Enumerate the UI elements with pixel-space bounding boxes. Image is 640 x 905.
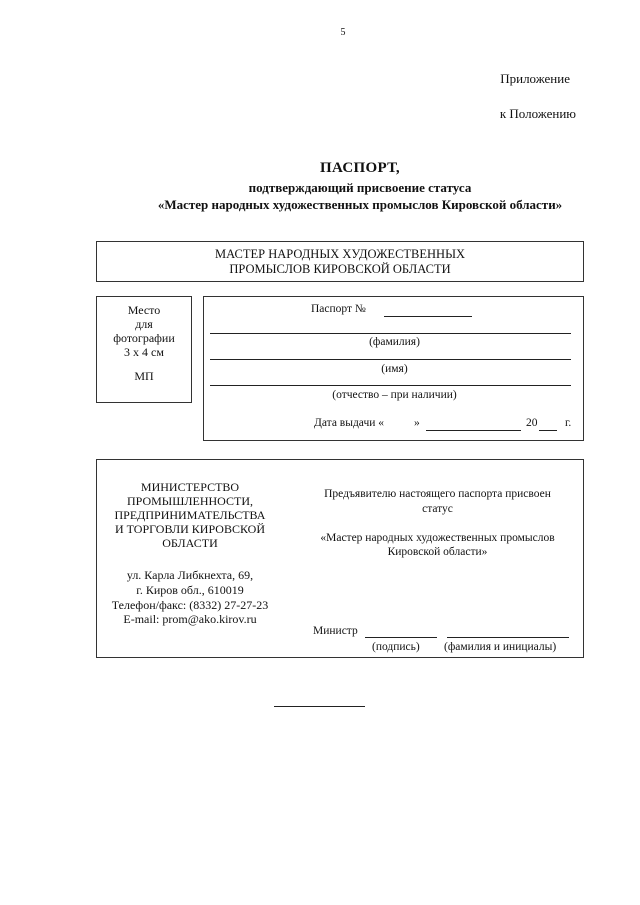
end-divider: [274, 706, 365, 707]
passport-details-box: [203, 296, 584, 441]
header-line-1: МАСТЕР НАРОДНЫХ ХУДОЖЕСТВЕННЫХ: [215, 247, 465, 261]
award-status-1: «Мастер народных художественных промыслов: [320, 532, 555, 544]
name-line: [210, 359, 571, 360]
ministry-name-5: ОБЛАСТИ: [162, 536, 218, 550]
issue-month-line: [426, 430, 521, 431]
passport-number-line: [384, 316, 472, 317]
issue-year-prefix: 20: [526, 417, 538, 429]
passport-number-label: Паспорт №: [311, 303, 366, 315]
issue-year-line: [539, 430, 557, 431]
appendix-line-2: к Положению: [499, 106, 576, 121]
ministry-name-3: ПРЕДПРИНИМАТЕЛЬСТВА: [114, 508, 266, 522]
doc-title: ПАСПОРТ,: [320, 160, 400, 176]
photo-text-4: 3 х 4 см: [124, 345, 164, 359]
appendix-line-1: Приложение: [500, 71, 570, 86]
issue-date-quote: »: [414, 417, 420, 429]
page-number: 5: [340, 27, 346, 38]
fio-line: [447, 637, 569, 638]
minister-label: Министр: [313, 625, 358, 637]
doc-status-title: «Мастер народных художественных промыслов Кировской области»: [157, 197, 563, 212]
name-label: (имя): [381, 363, 408, 375]
ministry-address-2: г. Киров обл., 610019: [136, 583, 244, 597]
fio-caption: (фамилия и инициалы): [444, 641, 557, 653]
signature-caption: (подпись): [372, 641, 420, 653]
award-text-2: статус: [422, 503, 453, 515]
ministry-name-2: ПРОМЫШЛЕННОСТИ,: [126, 494, 253, 508]
stamp-place-label: МП: [134, 369, 154, 383]
header-box: [96, 241, 584, 282]
photo-text-2: для: [135, 317, 153, 331]
ministry-address-1: ул. Карла Либкнехта, 69,: [126, 568, 254, 582]
surname-line: [210, 333, 571, 334]
signature-line: [365, 637, 437, 638]
ministry-name-1: МИНИСТЕРСТВО: [140, 480, 240, 494]
award-status-2: Кировской области»: [387, 546, 488, 558]
ministry-phone: Телефон/факс: (8332) 27-27-23: [111, 598, 269, 612]
award-text-1: Предъявителю настоящего паспорта присвоен: [324, 488, 551, 500]
photo-text-1: Место: [127, 303, 161, 317]
ministry-email: E-mail: prom@ako.kirov.ru: [123, 612, 257, 626]
ministry-award-box: [96, 459, 584, 658]
photo-text-3: фотографии: [113, 331, 175, 345]
patronymic-label: (отчество – при наличии): [332, 389, 457, 401]
doc-subtitle: подтверждающий присвоение статуса: [248, 180, 472, 195]
header-line-2: ПРОМЫСЛОВ КИРОВСКОЙ ОБЛАСТИ: [229, 262, 451, 276]
patronymic-line: [210, 385, 571, 386]
issue-year-suffix: г.: [565, 417, 572, 429]
ministry-name-4: И ТОРГОВЛИ КИРОВСКОЙ: [114, 522, 266, 536]
surname-label: (фамилия): [369, 336, 420, 348]
issue-date-label: Дата выдачи «: [314, 417, 385, 429]
photo-placeholder: [96, 296, 192, 403]
